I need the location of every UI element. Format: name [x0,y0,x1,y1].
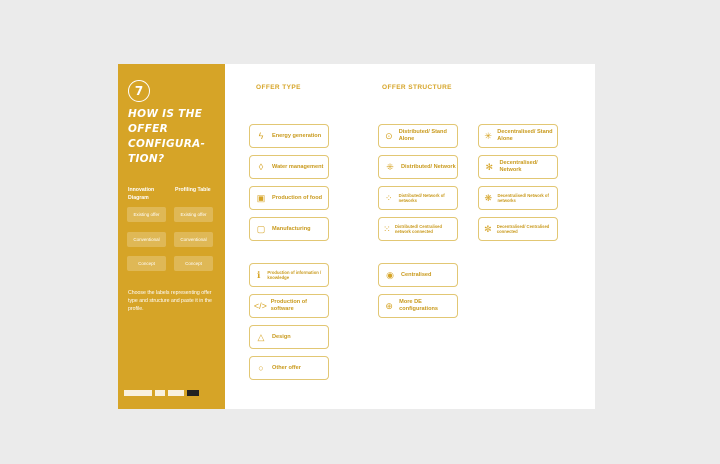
structure-decentralised-centralised[interactable]: ✼ Decentralised/ Centralised connected [478,217,558,241]
structure-distributed-stand-alone[interactable]: ⊙ Distributed/ Stand Alone [378,124,458,148]
footer-logos [124,390,199,396]
network-of-networks-icon: ⁘ [385,192,393,203]
offer-type-manufacturing[interactable]: ▢ Manufacturing [249,217,329,241]
offer-type-other[interactable]: ○ Other offer [249,356,329,380]
sidebar-instruction: Choose the labels representing offer type and structure and paste it in the profile. [128,290,212,312]
pill-profiling-conventional[interactable]: Conventional [174,232,213,247]
structure-distributed-network-of-networks[interactable]: ⁘ Distributed/ Network of networks [378,186,458,210]
offer-type-heading: OFFER TYPE [256,84,301,91]
info-icon: ℹ [256,269,261,280]
structure-centralised[interactable]: ◉ Centralised [378,263,458,287]
pill-profiling-existing[interactable]: Existing offer [174,207,213,222]
offer-type-food[interactable]: ▣ Production of food [249,186,329,210]
box-icon: ▢ [256,223,266,234]
other-icon: ○ [258,363,264,373]
structure-decentralised-stand-alone[interactable]: ✳ Decentralised/ Stand Alone [478,124,558,148]
structure-distributed-network[interactable]: ⁜ Distributed/ Network [378,155,458,179]
col-head-profiling: Profiling Table [175,187,211,193]
partner-logo [124,390,152,396]
star-node-icon: ✳ [484,130,492,141]
pill-innovation-existing[interactable]: Existing offer [127,207,166,222]
design-icon: △ [257,331,265,342]
offer-type-design[interactable]: △ Design [249,325,329,349]
offer-structure-heading: OFFER STRUCTURE [382,84,452,91]
offer-type-energy[interactable]: ϟ Energy generation [249,124,329,148]
structure-decentralised-network[interactable]: ✻ Decentralised/ Network [478,155,558,179]
license-logo [187,390,199,396]
centralised-icon: ◉ [386,269,394,280]
offer-type-software[interactable]: </> Production of software [249,294,329,318]
pill-innovation-concept[interactable]: Concept [127,256,166,271]
structure-decentralised-network-of-networks[interactable]: ❋ Decentralised/ Network of networks [478,186,558,210]
col-head-innovation: Innovation Diagram [128,187,155,201]
sidebar-title: HOW IS THE OFFER CONFIGURA-TION? [128,108,206,165]
structure-more-configurations[interactable]: ⊕ More DE configurations [378,294,458,318]
water-drop-icon: ◊ [258,162,264,172]
plus-icon: ⊕ [385,300,393,311]
star-centralised-icon: ✼ [484,223,492,234]
energy-icon: ϟ [258,131,264,141]
offer-type-water[interactable]: ◊ Water management [249,155,329,179]
food-icon: ▣ [256,192,266,203]
pill-profiling-concept[interactable]: Concept [174,256,213,271]
partner-logo [155,390,165,396]
pill-innovation-conventional[interactable]: Conventional [127,232,166,247]
star-network-icon: ✻ [485,161,493,172]
structure-distributed-centralised-network[interactable]: ⁙ Distributed/ Centralised network connected [378,217,458,241]
centralised-network-icon: ⁙ [383,223,391,234]
code-icon: </> [253,301,267,311]
partner-logo [168,390,184,396]
offer-type-information[interactable]: ℹ Production of information / knowledge [249,263,329,287]
star-network-of-networks-icon: ❋ [484,192,492,203]
node-icon: ⊙ [385,130,393,141]
sidebar-panel [118,64,225,409]
network-icon: ⁜ [386,161,394,172]
step-badge: 7 [128,80,150,102]
